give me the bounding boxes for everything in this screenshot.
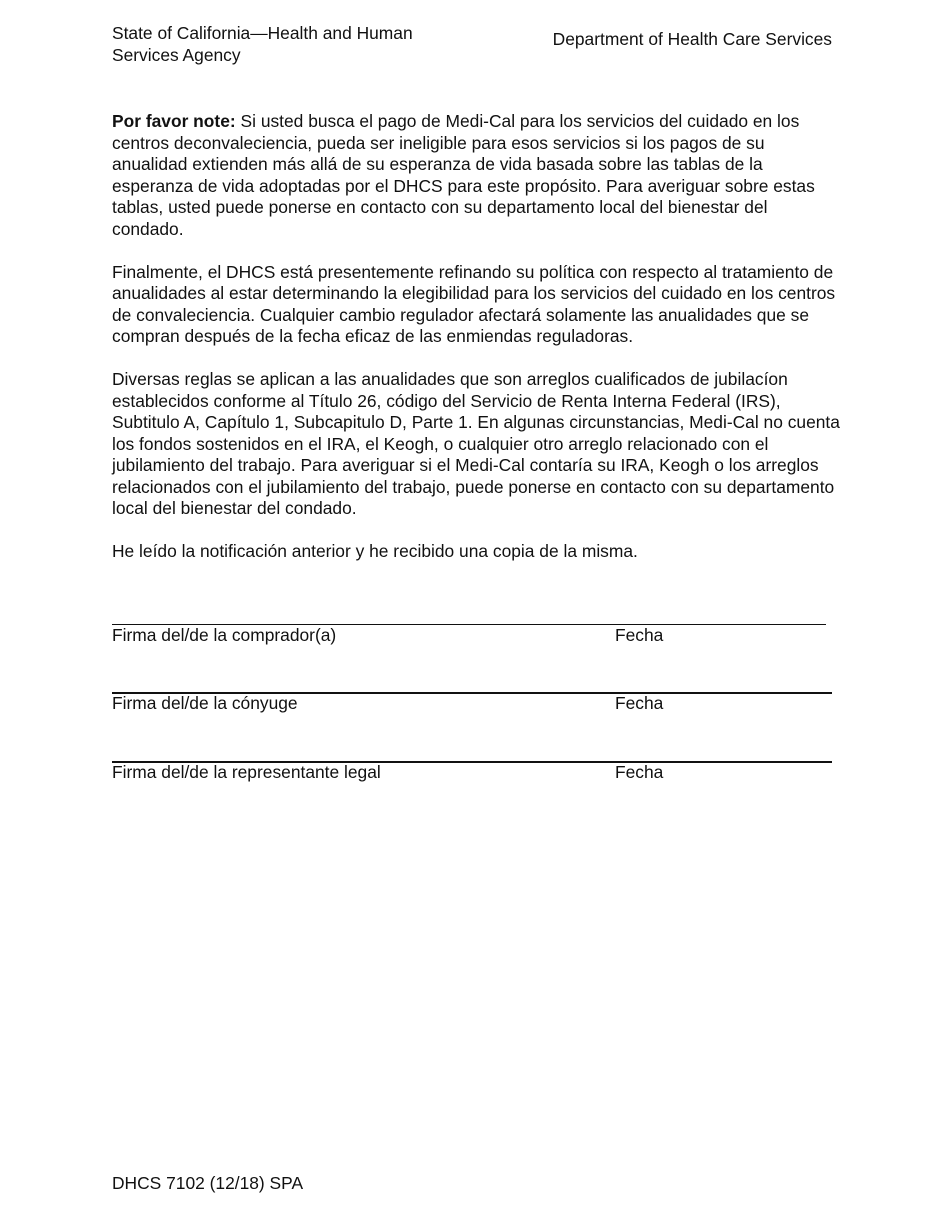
date-label: Fecha bbox=[615, 693, 664, 713]
signature-label: Firma del/de la comprador(a) bbox=[112, 625, 337, 645]
acknowledgement-text: He leído la notificación anterior y he recibido una copia de la misma. bbox=[112, 541, 638, 561]
date-label: Fecha bbox=[615, 762, 664, 782]
form-id: DHCS 7102 (12/18) SPA bbox=[112, 1173, 304, 1193]
signature-row-purchaser bbox=[112, 624, 832, 648]
agency-name bbox=[112, 23, 472, 66]
signature-label: Firma del/de la cónyuge bbox=[112, 693, 298, 713]
signature-row-spouse bbox=[112, 692, 832, 716]
retirement-paragraph: Diversas reglas se aplican a las anualidades que son arreglos cualificados de jubilacíon establecidos conforme al Título 26, código del Servicio de Renta Interna Federal (IRS), Subtitulo A, Capítulo 1, Subcapitulo D, Parte 1. En algunas circunstancias, Medi-Cal no cuenta los fondos sostenidos en el IRA, el Keogh, o cualquier otro arreglo relacionado con el jubilamiento del trabajo. Para averiguar si el Medi-Cal contaría su IRA, Keogh o los arreglos relacionados con el jubilamiento del trabajo, puede ponerse en contacto con su departamento local del bienestar del condado. bbox=[112, 369, 840, 518]
signature-row-legal-representative bbox=[112, 761, 832, 785]
department-name: Department of Health Care Services bbox=[552, 29, 832, 49]
date-label: Fecha bbox=[615, 625, 664, 645]
signature-label: Firma del/de la representante legal bbox=[112, 762, 381, 782]
note-paragraph bbox=[112, 111, 842, 240]
note-lead: Por favor note: bbox=[112, 111, 236, 131]
notice-body bbox=[112, 111, 842, 584]
policy-paragraph: Finalmente, el DHCS está presentemente refinando su política con respecto al tratamiento de anualidades al estar determinando la elegibilidad para los servicios del cuidado en los centros de convaleciencia. Cualquier cambio regulador afectará solamente las anualidades que se compran después de la fecha eficaz de las enmiendas reguladoras. bbox=[112, 261, 836, 346]
agency-line-1: State of California—Health and Human bbox=[112, 23, 413, 43]
note-text: Si usted busca el pago de Medi-Cal para los servicios del cuidado en los centros deconvaleciencia, pueda ser ineligible para esos servicios si los pagos de su anualidad extienden más allá de su esperanza de vida basada sobre las tablas de la esperanza de vida adoptadas por el DHCS para este propósito. Para averiguar sobre estas tablas, usted puede ponerse en contacto con su departamento local del bienestar del condado. bbox=[112, 111, 815, 239]
agency-line-2: Services Agency bbox=[112, 44, 241, 65]
